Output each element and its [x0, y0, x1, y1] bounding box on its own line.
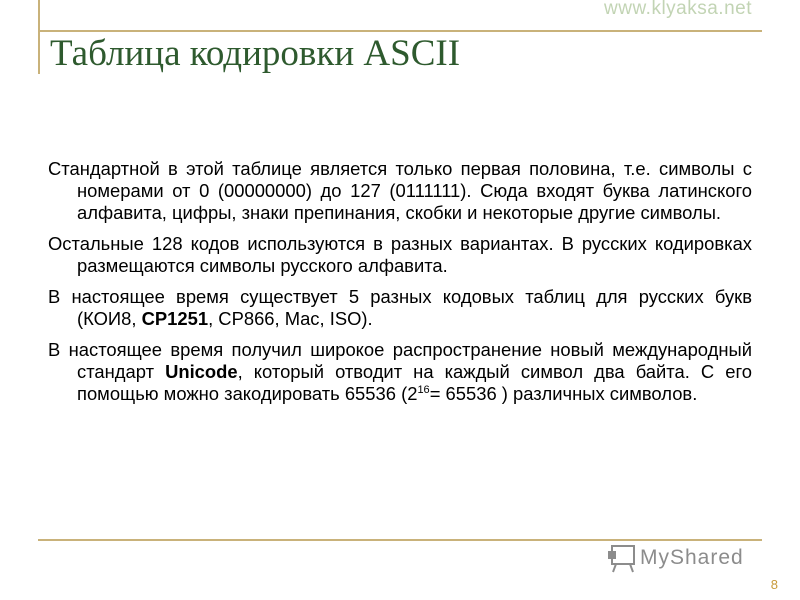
myshared-logo	[606, 538, 766, 578]
frame-left-line	[38, 0, 40, 74]
paragraph-1: Стандартной в этой таблице является только первая половина, т.е. символы с номерами от 0 (00000000) до 127 (0111111). Сюда входят буква латинского алфавита, цифры, знаки препинания, скобки и некоторые другие символы.	[48, 158, 752, 223]
watermark: www.klyaksa.net	[604, 0, 752, 19]
p4-text-middle: , который отводит на каждый символ два байта. С его помощью можно закодировать 65536 (2	[77, 361, 752, 404]
p4-text-after: = 65536 ) различных символов.	[429, 383, 698, 404]
paragraph-2: Остальные 128 кодов используются в разных вариантах. В русских кодировках размещаются символы русского алфавита.	[48, 233, 752, 276]
paragraph-3	[48, 286, 752, 330]
p3-bold-cp1251: CP1251	[141, 308, 209, 329]
paragraph-4	[48, 339, 752, 405]
page-number: 8	[770, 577, 778, 592]
p3-text-after: , CP866, Mac, ISO).	[208, 308, 373, 329]
p4-superscript: 16	[417, 383, 430, 396]
p3-text-before: В настоящее время существует 5 разных кодовых таблиц для русских букв (КОИ8,	[48, 286, 752, 329]
slide-title: Таблица кодировки ASCII	[50, 33, 461, 74]
slide-body	[48, 158, 752, 414]
p4-bold-unicode: Unicode	[165, 361, 238, 382]
presentation-board-icon	[606, 543, 636, 573]
p4-text-before: В настоящее время получил широкое распространение новый международный стандарт	[48, 339, 752, 382]
logo-text: MyShared	[640, 546, 744, 569]
